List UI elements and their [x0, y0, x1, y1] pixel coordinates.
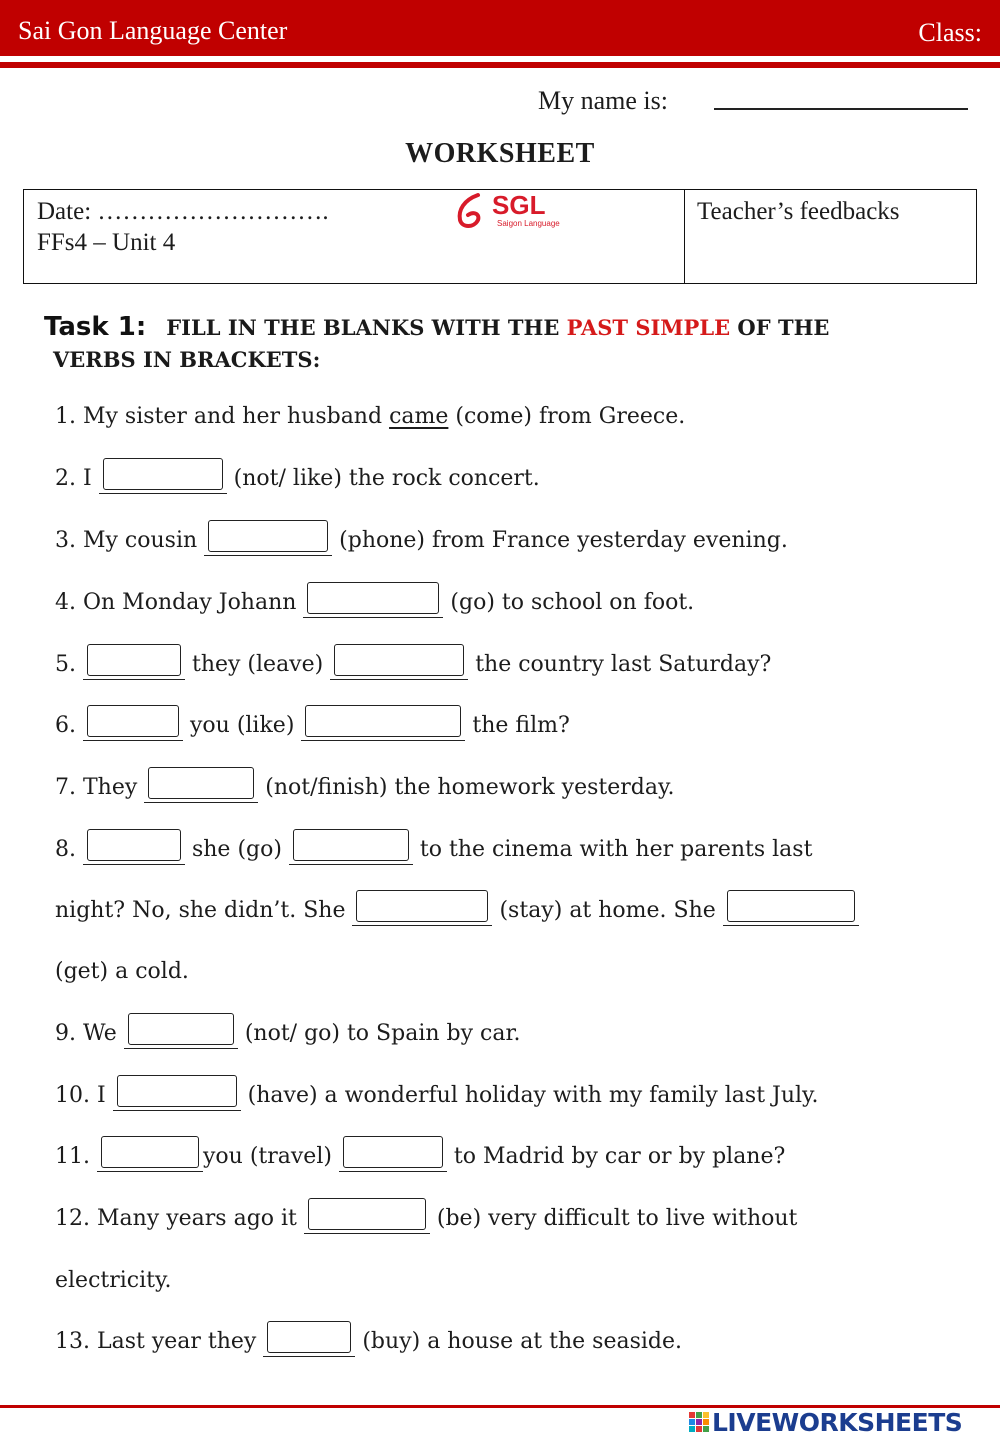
liveworksheets-logo — [688, 1408, 988, 1438]
exercise-text: electricity. — [55, 1268, 172, 1293]
exercise-10 — [55, 1079, 819, 1113]
answer-input-4[interactable] — [303, 586, 443, 620]
exercise-text: she (go) — [184, 837, 289, 862]
logo-text: SGL — [492, 190, 546, 220]
instruction-text: FILL IN THE BLANKS WITH THE — [166, 315, 567, 340]
exercise-6 — [55, 709, 570, 743]
exercise-text: 5. — [55, 652, 83, 677]
task-label: Task 1: — [44, 312, 147, 342]
instruction-text-end: OF THE — [730, 315, 830, 340]
exercise-text: (go) to school on foot. — [443, 590, 695, 615]
exercise-text: 2. I — [55, 466, 99, 491]
exercise-7 — [55, 771, 675, 805]
exercise-text: (come) from Greece. — [448, 404, 686, 429]
answer-input-6a[interactable] — [83, 709, 183, 743]
class-label: Class: — [918, 18, 982, 47]
info-box — [23, 189, 977, 284]
answer-input-11a[interactable] — [97, 1140, 203, 1174]
task-heading-line2 — [53, 347, 320, 372]
answer-input-7[interactable] — [144, 771, 258, 805]
exercise-4 — [55, 586, 694, 620]
info-box-divider — [684, 190, 685, 283]
exercise-text: (not/ go) to Spain by car. — [237, 1021, 521, 1046]
exercise-5 — [55, 648, 771, 682]
name-line — [714, 108, 968, 110]
exercise-text: 6. — [55, 713, 83, 738]
answer-input-8c[interactable] — [352, 894, 492, 928]
answer-input-6b[interactable] — [301, 709, 465, 743]
answer-input-13[interactable] — [263, 1325, 355, 1359]
exercise-8-line3 — [55, 955, 189, 989]
answer-input-10[interactable] — [113, 1079, 241, 1113]
answer-input-8b[interactable] — [289, 833, 413, 867]
exercise-text: the country last Saturday? — [468, 652, 772, 677]
exercise-text: (not/finish) the homework yesterday. — [258, 775, 675, 800]
exercise-text: to Madrid by car or by plane? — [446, 1144, 786, 1169]
answer-input-2[interactable] — [99, 462, 227, 496]
exercise-text: (have) a wonderful holiday with my family last July. — [240, 1083, 819, 1108]
date-field: Date: ………………………. — [37, 198, 329, 225]
answer-input-5a[interactable] — [83, 648, 185, 682]
teacher-feedback-label: Teacher’s feedbacks — [697, 198, 900, 225]
exercise-text: 3. My cousin — [55, 528, 205, 553]
exercise-text: 11. — [55, 1144, 97, 1169]
answer-input-9[interactable] — [124, 1017, 238, 1051]
task-heading — [44, 312, 829, 342]
exercise-8 — [55, 833, 812, 867]
name-label: My name is: — [538, 86, 668, 115]
center-name: Sai Gon Language Center — [18, 16, 288, 45]
exercise-text: 4. On Monday Johann — [55, 590, 304, 615]
exercise-2 — [55, 462, 540, 496]
exercise-text: 7. They — [55, 775, 145, 800]
exercise-text: 12. Many years ago it — [55, 1206, 304, 1231]
answer-input-8a[interactable] — [83, 833, 185, 867]
exercise-12-line2 — [55, 1264, 172, 1298]
worksheet-title: WORKSHEET — [405, 138, 595, 169]
exercise-text: 1. My sister and her husband — [55, 404, 390, 429]
exercise-text: you (like) — [182, 713, 302, 738]
answer-input-11b[interactable] — [339, 1140, 447, 1174]
sgl-swirl-icon — [454, 192, 490, 230]
exercise-text: (be) very difficult to live without — [429, 1206, 798, 1231]
logo-subtext: Saigon Language — [497, 219, 560, 228]
liveworksheets-grid-icon — [688, 1410, 710, 1434]
exercise-text: 8. — [55, 837, 83, 862]
exercise-text: 10. I — [55, 1083, 113, 1108]
instruction-line2: VERBS IN BRACKETS: — [53, 347, 321, 372]
exercise-text: (stay) at home. She — [492, 898, 723, 923]
exercise-12 — [55, 1202, 797, 1236]
answer-input-3[interactable] — [204, 524, 332, 558]
answer-input-12[interactable] — [304, 1202, 430, 1236]
example-answer: came — [389, 404, 449, 429]
exercise-8-line2 — [55, 894, 859, 928]
exercise-text: they (leave) — [184, 652, 331, 677]
header-rule — [0, 62, 1000, 68]
exercise-3 — [55, 524, 788, 558]
exercise-text: 13. Last year they — [55, 1329, 264, 1354]
exercise-13 — [55, 1325, 682, 1359]
sgl-logo — [454, 190, 564, 234]
exercise-text: (not/ like) the rock concert. — [226, 466, 540, 491]
exercise-text: (get) a cold. — [55, 959, 189, 984]
exercise-text: you (travel) — [202, 1144, 339, 1169]
unit-label: FFs4 – Unit 4 — [37, 229, 176, 256]
exercise-text: (phone) from France yesterday evening. — [332, 528, 788, 553]
liveworksheets-text: LIVEWORKSHEETS — [712, 1408, 963, 1437]
exercise-text: (buy) a house at the seaside. — [355, 1329, 683, 1354]
exercise-9 — [55, 1017, 521, 1051]
answer-input-8d[interactable] — [723, 894, 859, 928]
exercise-text: 9. We — [55, 1021, 124, 1046]
exercise-11 — [55, 1140, 785, 1174]
exercise-text: to the cinema with her parents last — [412, 837, 813, 862]
exercise-text: night? No, she didn’t. She — [55, 898, 353, 923]
name-row — [516, 86, 976, 120]
answer-input-5b[interactable] — [330, 648, 468, 682]
header-band — [0, 0, 1000, 56]
exercise-1 — [55, 400, 685, 434]
exercise-text: the film? — [465, 713, 570, 738]
instruction-highlight: PAST SIMPLE — [566, 315, 731, 340]
